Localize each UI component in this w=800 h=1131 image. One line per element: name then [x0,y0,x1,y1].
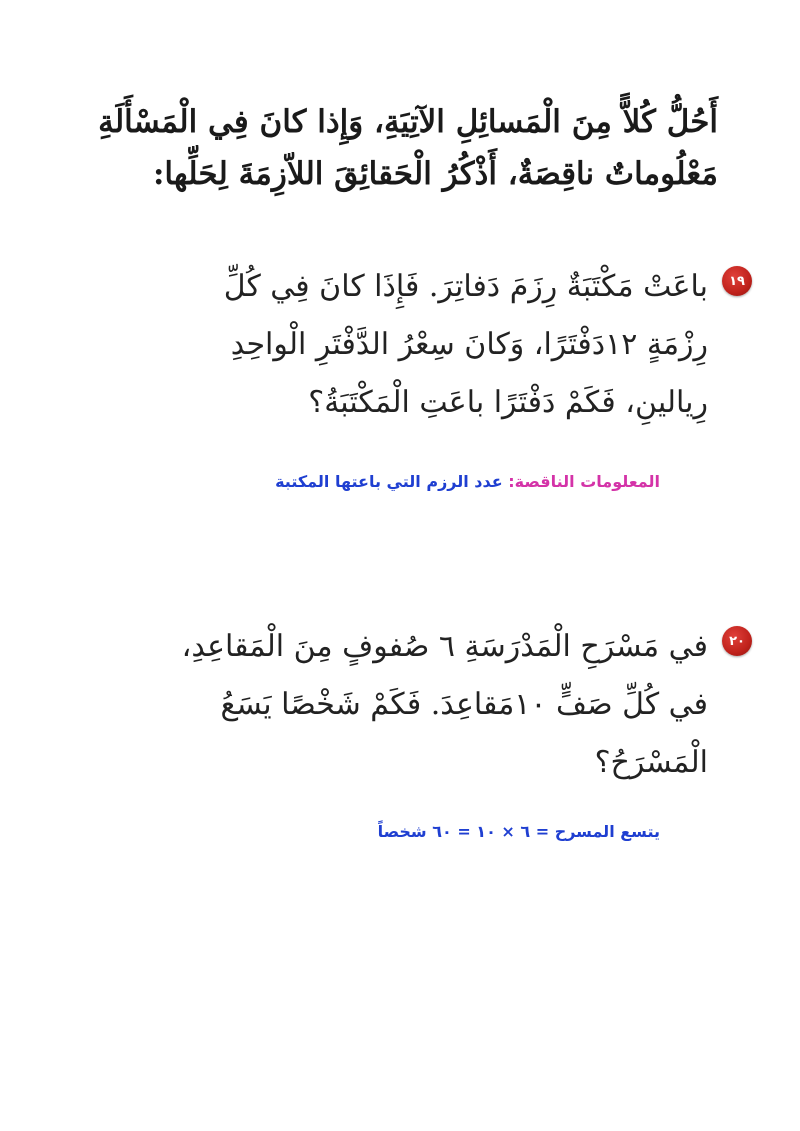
problem-line: في كُلِّ صَفٍّ ١٠مَقاعِدَ. فَكَمْ شَخْصًا يَسَعُ [220,687,708,722]
problem-line: الْمَسْرَحُ؟ [594,745,708,780]
problem-text [72,258,708,432]
problem-line: رِيالينِ، فَكَمْ دَفْتَرًا باعَتِ الْمَكْتَبَةُ؟ [308,385,708,420]
problem-number-badge: ٢٠ [722,626,752,656]
answer-label: المعلومات الناقصة: [508,472,660,491]
instructions-line-1: أَحُلُّ كُلاًّ مِنَ الْمَسائِلِ الآتِيَةِ، وَإِذا كانَ فِي الْمَسْأَلَةِ [98,104,718,140]
problem-line: باعَتْ مَكْتَبَةٌ رِزَمَ دَفاتِرَ. فَإِذَا كانَ فِي كُلِّ [223,269,708,304]
problem-19 [72,258,752,432]
instructions [78,96,718,200]
answer-calculation: يتسع المسرح = ٦ × ١٠ = ٦٠ شخصاً [377,822,660,841]
problem-20 [72,618,752,792]
answer-value: عدد الرزم التي باعتها المكتبة [275,472,503,491]
problem-number-badge: ١٩ [722,266,752,296]
instructions-line-2: مَعْلُوماتٌ ناقِصَةٌ، أَذْكُرُ الْحَقائِقَ اللاّزِمَةَ لِحَلِّها: [152,156,718,192]
problem-line: في مَسْرَحِ الْمَدْرَسَةِ ٦ صُفوفٍ مِنَ الْمَقاعِدِ، [181,629,708,664]
problem-line: رِزْمَةٍ ١٢دَفْتَرًا، وَكانَ سِعْرُ الدَّفْتَرِ الْواحِدِ [230,327,708,362]
problem-text [72,618,708,792]
answer-missing-info [275,472,660,491]
